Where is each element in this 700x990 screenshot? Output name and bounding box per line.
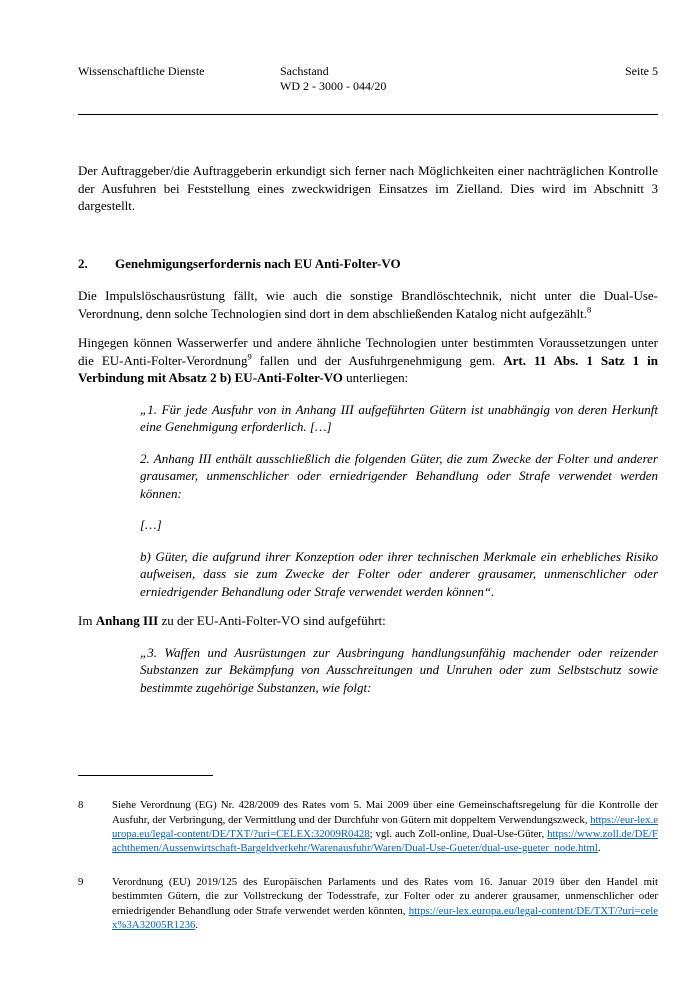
paragraph-text: Die Impulslöschausrüstung fällt, wie auch die sonstige Brandlöschtechnik, nicht unter die Dual-Use-Verordnung, denn solche Technologien sind dort in dem abschließenden Katalog nicht aufgezählt.: [78, 288, 658, 321]
header-divider: [78, 114, 658, 115]
footnote-link-zoll[interactable]: https://www.zoll.de/DE/Fachthemen/Aussenwirtschaft-Bargeldverkehr/Warenausfuhr/Waren/Dual-Use-Gueter/dual-use-gueter_node.html: [112, 827, 658, 854]
quote-paragraph: […]: [140, 517, 162, 532]
footnote-text-segment: Verordnung (EU) 2019/125 des Europäischen Parlaments und des Rates vom 16. Januar 2019 über den Handel mit bestimmten Gütern, die zur Vollstreckung der Todesstrafe, zur Folter oder zu anderer grausamer, unmenschlicher oder erniedrigender Behandlung oder Strafe verwendet werden könnten,: [112, 876, 658, 917]
header-org: Wissenschaftliche Dienste: [78, 64, 205, 78]
paragraph-dual-use: [78, 287, 658, 322]
paragraph-bold-citation: Art. 11 Abs. 1 Satz 1 in Verbindung mit Absatz 2 b) EU-Anti-Folter-VO: [78, 352, 658, 385]
paragraph-anti-folter-vo: [78, 334, 658, 387]
footnote-text-segment: ; vgl. auch Zoll-online, Dual-Use-Güter,: [369, 827, 548, 840]
footnote-link-eurlex-2[interactable]: https://eur-lex.europa.eu/legal-content/DE/TXT/?uri=celex%3A32005R1236: [112, 904, 658, 931]
header-doc-type: Sachstand: [280, 64, 329, 78]
footnote-8: [78, 798, 658, 855]
footnote-text: [112, 798, 658, 855]
header-page-number: Seite 5: [625, 64, 658, 78]
block-quote-regulation: [140, 401, 658, 601]
footnote-divider: [78, 775, 213, 776]
quote-paragraph: „1. Für jede Ausfuhr von in Anhang III aufgeführten Gütern ist unabhängig von deren Herkunft eine Genehmigung erforderlich. […]: [140, 401, 658, 434]
paragraph-text-segment: unterliegen:: [342, 370, 409, 385]
quote-paragraph: 2. Anhang III enthält ausschließlich die folgenden Güter, die zum Zwecke der Folter und anderer grausamer, unmenschlicher oder erniedrigender Behandlung oder Strafe verwendet werden können:: [140, 450, 658, 501]
footnote-ref-8: 8: [586, 304, 592, 315]
header-doc-number: WD 2 - 3000 - 044/20: [280, 79, 387, 93]
footnote-text: [112, 875, 658, 932]
footnote-text-segment: Siehe Verordnung (EG) Nr. 428/2009 des Rates vom 5. Mai 2009 über eine Gemeinschaftsregelung für die Kontrolle der Ausfuhr, der Verbringung, der Vermittlung und der Durchfuhr von Gütern mit doppeltem Verwendungszweck,: [112, 799, 658, 826]
paragraph-intro: Der Auftraggeber/die Auftraggeberin erkundigt sich ferner nach Möglichkeiten einer nachträglichen Kontrolle der Ausfuhren bei Feststellung eines zweckwidrigen Einsatzes im Zielland. Dies wird im Abschnitt 3 dargestellt.: [78, 163, 658, 213]
quote-paragraph: „3. Waffen und Ausrüstungen zur Ausbringung handlungsunfähig machender oder reizender Substanzen zur Bekämpfung von Ausschreitungen und Unruhen oder zum Selbstschutz sowie bestimmte zugehörige Substanzen, wie folgt:: [140, 644, 658, 695]
footnotes-section: [78, 775, 658, 932]
footnote-text-segment: .: [195, 918, 199, 931]
footnote-number: 9: [78, 876, 84, 889]
footnote-9: [78, 875, 658, 932]
section-number: 2.: [78, 255, 88, 271]
footnote-text-segment: .: [597, 841, 601, 854]
footnote-ref-9: 9: [247, 351, 252, 362]
paragraph-text-segment: Hingegen können Wasserwerfer und andere ähnliche Technologien unter bestimmten Voraussetzungen unter die EU-Anti-Folter-Verordnung: [78, 335, 658, 368]
footnote-link-eurlex[interactable]: https://eur-lex.europa.eu/legal-content/DE/TXT/?uri=CELEX:32009R0428: [112, 813, 658, 840]
header-doc-info: [280, 64, 625, 94]
paragraph-anhang-iii: [78, 612, 658, 630]
paragraph-bold-anhang: Anhang III: [95, 613, 159, 628]
section-title: Genehmigungserfordernis nach EU Anti-Folter-VO: [115, 255, 401, 271]
quote-paragraph: b) Güter, die aufgrund ihrer Konzeption oder ihrer technischen Merkmale ein erhebliches Risiko aufweisen, dass sie zum Zwecke der Folter oder anderer grausamer, unmenschlicher oder erniedrigender Behandlung oder Strafe verwendet werden können“.: [140, 548, 658, 599]
footnote-number: 8: [78, 799, 84, 812]
paragraph-text-segment: zu der EU-Anti-Folter-VO sind aufgeführt:: [158, 613, 386, 628]
paragraph-text-segment: Im: [78, 613, 96, 628]
section-heading: [78, 255, 658, 273]
paragraph-text-segment: fallen und der Ausfuhrgenehmigung gem.: [251, 352, 504, 368]
page-header: [78, 64, 658, 94]
block-quote-anhang: [140, 644, 658, 697]
